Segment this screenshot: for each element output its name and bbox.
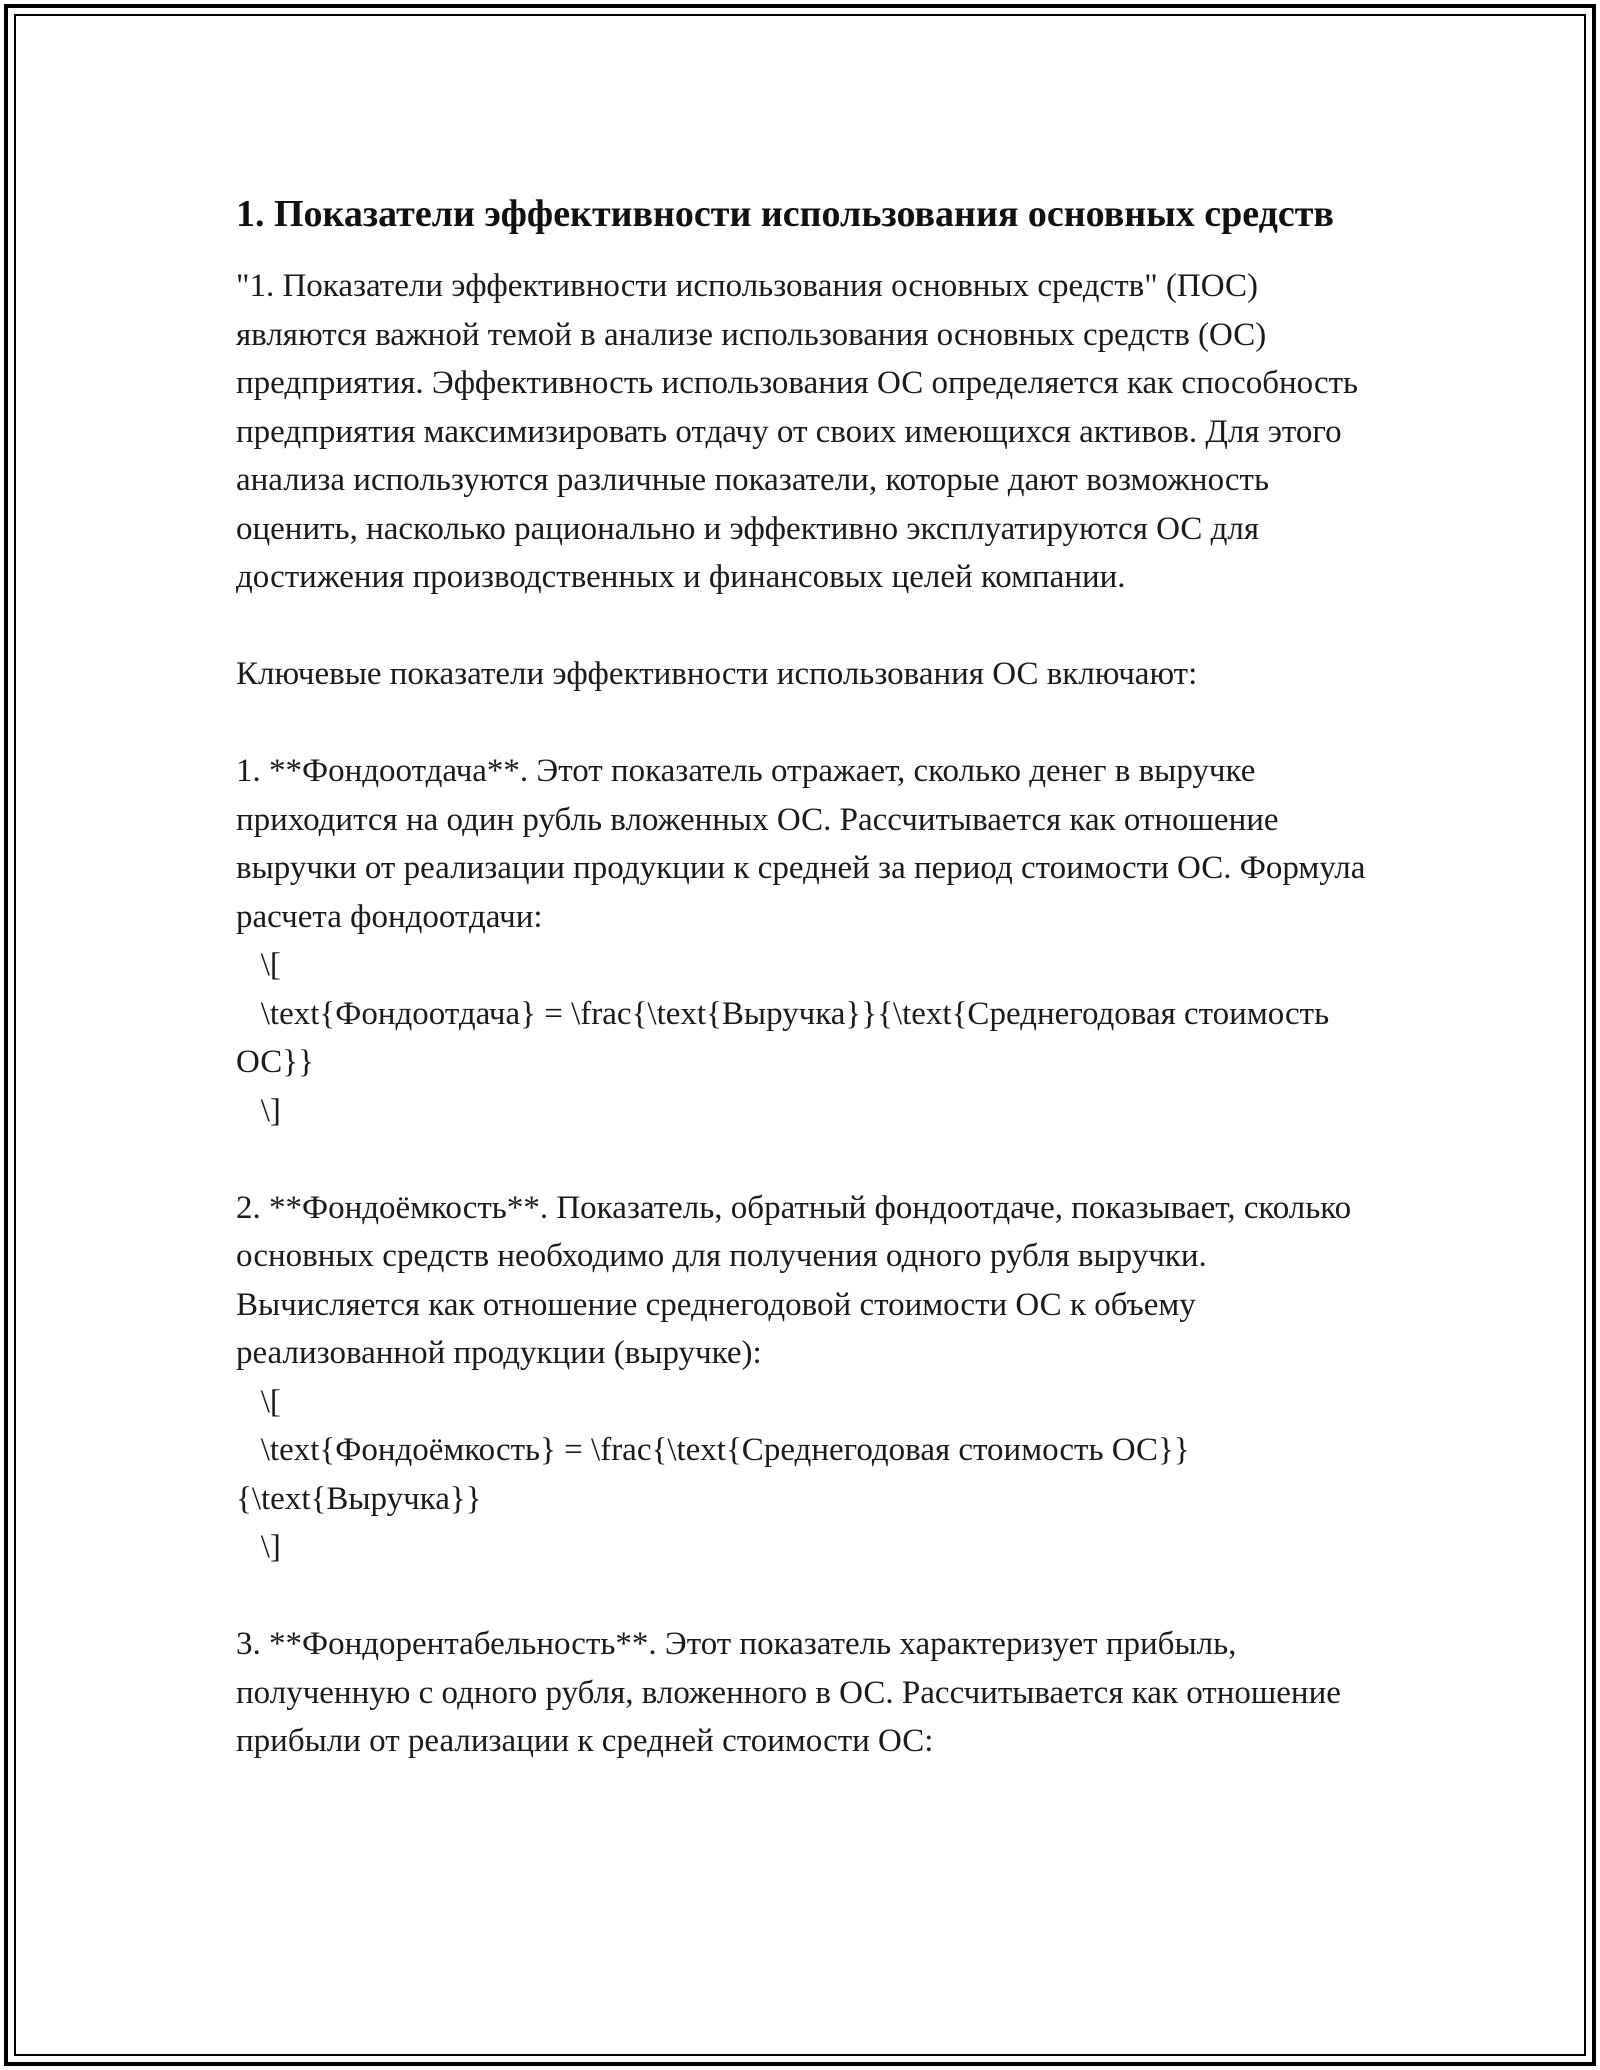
indicator-item-fondootdacha: 1. **Фондоотдача**. Этот показатель отражает, сколько денег в выручке приходится на один рубль вложенных ОС. Рассчитывается как отношение выручки от реализации продукции к средней за период стоимости ОС. Формула расчета фондоотдачи: \[ \text{Фондоотдача} = \frac{\text{Выручка}}{\text{Среднегодовая стоимость ОС}} \] [236, 753, 1366, 1129]
indicator-item-fondorentabelnost: 3. **Фондорентабельность**. Этот показатель характеризует прибыль, полученную с одного рубля, вложенного в ОС. Рассчитывается как отношение прибыли от реализации к средней стоимости ОС: [236, 1626, 1350, 1759]
paragraph-gap [236, 602, 1386, 651]
key-indicators-intro: Ключевые показатели эффективности использования ОС включают: [236, 656, 1198, 692]
section-heading: 1. Показатели эффективности использования основных средств [236, 193, 1334, 235]
document-body [236, 186, 1386, 1766]
paragraph-gap [236, 1572, 1386, 1621]
paragraph-gap [236, 699, 1386, 748]
indicator-item-fondoemkost: 2. **Фондоёмкость**. Показатель, обратный фондоотдаче, показывает, сколько основных средств необходимо для получения одного рубля выручки. Вычисляется как отношение среднегодовой стоимости ОС к объему реализованной продукции (выручке): \[ \text{Фондоёмкость} = \frac{\text{Среднегодовая стоимость ОС}}{\text{Выручка}} \] [236, 1189, 1352, 1565]
intro-paragraph: "1. Показатели эффективности использования основных средств" (ПОС) являются важной темой в анализе использования основных средств (ОС) предприятия. Эффективность использования ОС определяется как способность предприятия максимизировать отдачу от своих имеющихся активов. Для этого анализа используются различные показатели, которые дают возможность оценить, насколько рационально и эффективно эксплуатируются ОС для достижения производственных и финансовых целей компании. [236, 268, 1367, 595]
paragraph-gap [236, 1135, 1386, 1184]
